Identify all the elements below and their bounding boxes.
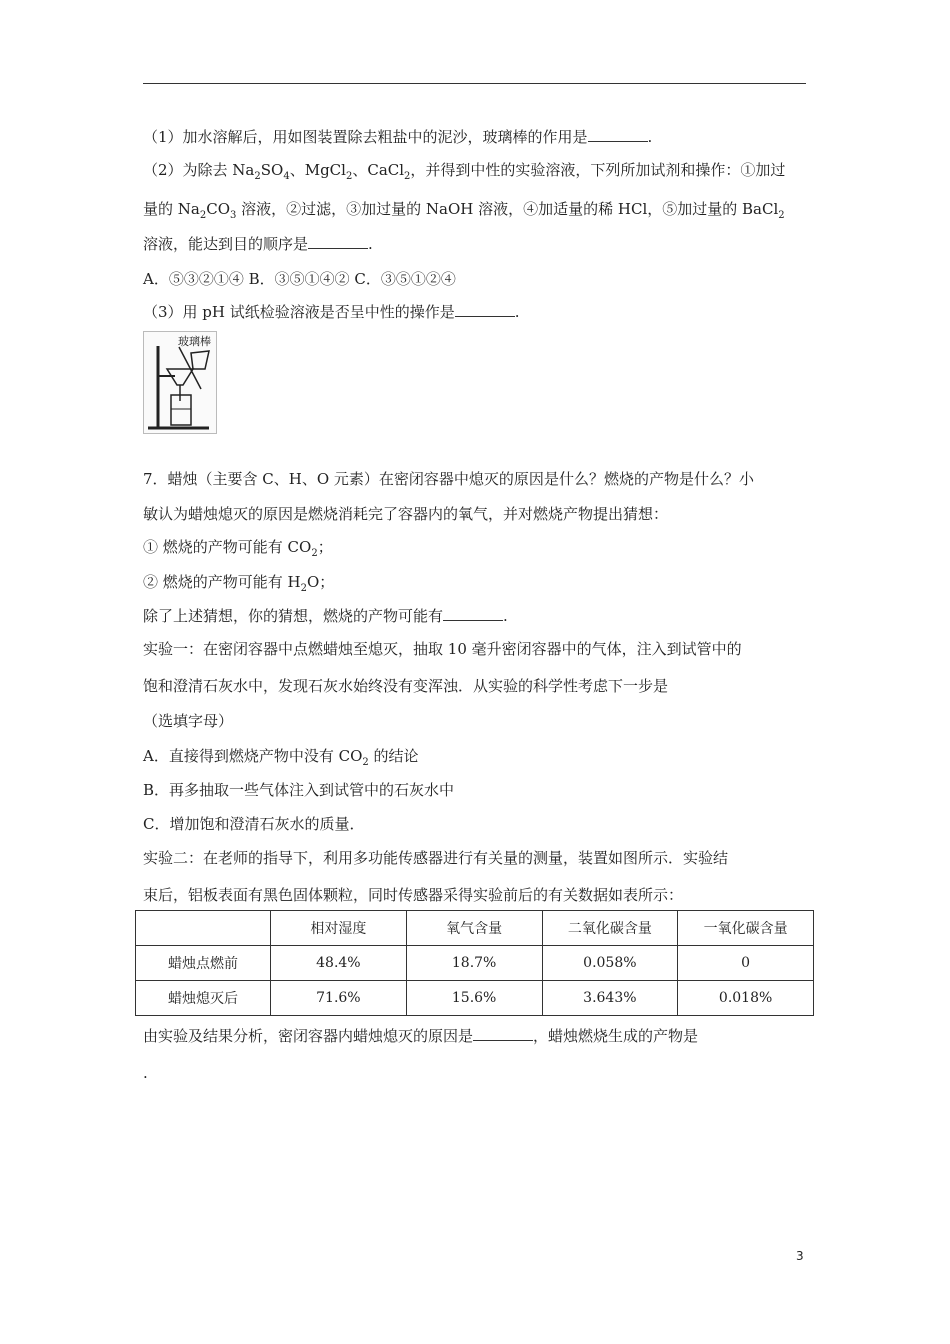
q6-part2-line3: 溶液，能达到目的顺序是 . — [143, 235, 373, 253]
q6-part1: （1）加水溶解后，用如图装置除去粗盐中的泥沙，玻璃棒的作用是 . — [143, 128, 653, 146]
table-cell: 3.643% — [542, 981, 678, 1016]
q7-line1: 7．蜡烛（主要含 C、H、O 元素）在密闭容器中熄灭的原因是什么？燃烧的产物是什么？小 — [143, 470, 754, 488]
table-cell: 18.7% — [406, 946, 542, 981]
table-header-cell: 一氧化碳含量 — [678, 911, 814, 946]
q7-conclusion-end: . — [143, 1064, 148, 1082]
sensor-data-table — [135, 910, 814, 1016]
table-cell: 48.4% — [271, 946, 407, 981]
table-cell: 蜡烛熄灭后 — [136, 981, 271, 1016]
figure-label: 玻璃棒 — [178, 335, 211, 348]
table-cell: 0 — [678, 946, 814, 981]
q6-part3: （3）用 pH 试纸检验溶液是否呈中性的操作是 . — [143, 303, 520, 321]
table-cell: 蜡烛点燃前 — [136, 946, 271, 981]
table-cell: 0.018% — [678, 981, 814, 1016]
q7-your-guess: 除了上述猜想，你的猜想，燃烧的产物可能有 . — [143, 607, 508, 625]
q7-guess1: ① 燃烧的产物可能有 $CO_2$； — [143, 538, 333, 559]
answer-blank[interactable] — [455, 302, 515, 317]
table-row — [136, 946, 814, 981]
answer-blank[interactable] — [588, 127, 648, 142]
q7-exp2-line2: 束后，铝板表面有黑色固体颗粒，同时传感器采得实验前后的有关数据如表所示： — [143, 886, 684, 904]
filtration-apparatus-figure — [143, 331, 217, 434]
q7-exp1-line1: 实验一：在密闭容器中点燃蜡烛至熄灭，抽取 10 毫升密闭容器中的气体，注入到试管中的 — [143, 640, 742, 658]
table-header-cell: 二氧化碳含量 — [542, 911, 678, 946]
q6-part2-line2: 量的 $Na_2CO_3$ 溶液，②过滤，③加过量的 NaOH 溶液，④加适量的稀 HCl，⑤加过量的 BaCl$_2$ — [143, 200, 785, 221]
answer-blank[interactable] — [443, 606, 503, 621]
q6-part2-line1: （2）为除去 $Na_2SO_4$、MgCl$_2$、CaCl$_2$，并得到中性的实验溶液，下列所加试剂和操作：①加过 — [143, 161, 786, 182]
table-cell: 71.6% — [271, 981, 407, 1016]
table-cell: 0.058% — [542, 946, 678, 981]
q7-line2: 敏认为蜡烛熄灭的原因是燃烧消耗完了容器内的氧气，并对燃烧产物提出猜想： — [143, 505, 669, 523]
table-row — [136, 981, 814, 1016]
header-rule — [143, 83, 806, 84]
table-header-row — [136, 911, 814, 946]
q7-option-a: A．直接得到燃烧产物中没有 $CO_2$ 的结论 — [143, 747, 419, 768]
table-header-cell: 氧气含量 — [406, 911, 542, 946]
table-cell: 15.6% — [406, 981, 542, 1016]
q7-conclusion: 由实验及结果分析，密闭容器内蜡烛熄灭的原因是 ，蜡烛燃烧生成的产物是 — [143, 1027, 699, 1045]
q7-option-b: B．再多抽取一些气体注入到试管中的石灰水中 — [143, 781, 455, 799]
page-number: 3 — [796, 1249, 804, 1263]
q7-guess2: ② 燃烧的产物可能有 $H_2O$； — [143, 573, 335, 594]
answer-blank[interactable] — [473, 1026, 533, 1041]
q7-exp1-line3: （选填字母） — [143, 712, 234, 730]
q7-option-c: C．增加饱和澄清石灰水的质量． — [143, 815, 365, 833]
q7-exp1-line2: 饱和澄清石灰水中，发现石灰水始终没有变浑浊．从实验的科学性考虑下一步是 — [143, 677, 669, 695]
table-header-cell: 相对湿度 — [271, 911, 407, 946]
answer-blank[interactable] — [308, 234, 368, 249]
q7-exp2-line1: 实验二：在老师的指导下，利用多功能传感器进行有关量的测量，装置如图所示．实验结 — [143, 849, 729, 867]
table-header-cell — [136, 911, 271, 946]
q6-options: A．⑤③②①④ B．③⑤①④② C．③⑤①②④ — [143, 270, 456, 288]
